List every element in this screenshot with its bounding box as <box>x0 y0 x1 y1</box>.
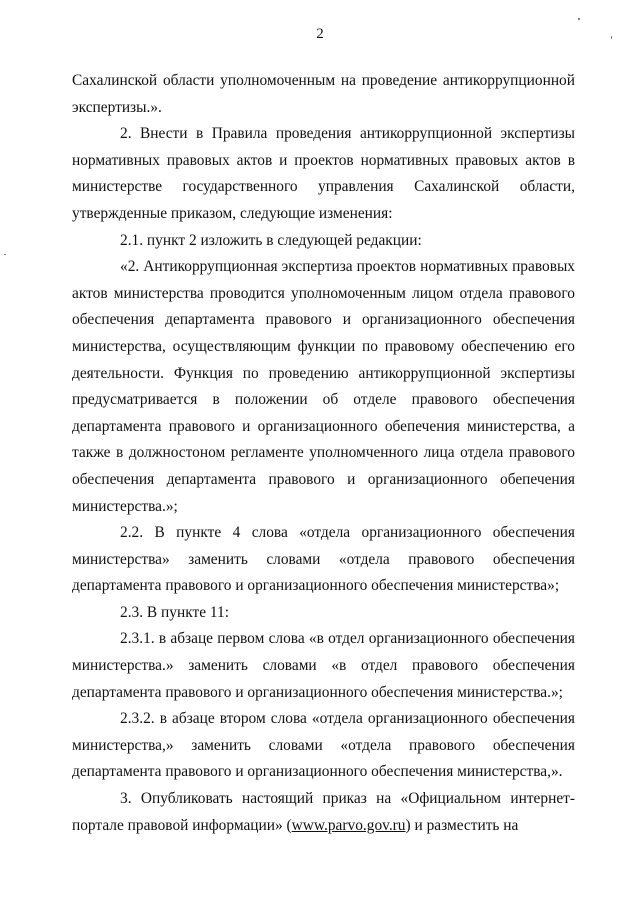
scan-speck <box>4 254 6 255</box>
paragraph-item-3-text: 3. Опубликовать настоящий приказ на «Официальном интернет-портале правовой информации» ( <box>72 790 575 834</box>
portal-link[interactable]: www.parvo.gov.ru <box>291 816 406 834</box>
document-body <box>72 68 575 839</box>
paragraph-continuation: Сахалинской области уполномоченным на проведение антикоррупционной экспертизы.». <box>72 72 575 116</box>
paragraph-quoted-rule: «2. Антикоррупционная экспертиза проектов нормативных правовых актов министерства проводится уполномоченным лицом отдела правового обеспечения департамента правового и организационного обеспечения министерства, осуществляющим функции по правовому обеспечению его деятельности. Функция по проведению антикоррупционной экспертизы предусматривается в положении об отделе правового обеспечения департамента правового и организационного обепечения министерства, а также в должностоном регламенте уполномченного лица отдела правового обеспечения департамента правового и организационного обепечения министерства.»; <box>72 258 575 515</box>
paragraph-item-2-2: 2.2. В пункте 4 слова «отдела организационного обеспечения министерства» заменить словами «отдела правового обеспечения департамента правового и организационного обеспечения министерства»; <box>72 524 575 595</box>
paragraph-item-2-1: 2.1. пункт 2 изложить в следующей редакции: <box>120 231 422 249</box>
paragraph-item-2: 2. Внести в Правила проведения антикоррупционной экспертизы нормативных правовых актов и проектов нормативных правовых актов в министерстве государственного управления Сахалинской области, утвержденные приказом, следующие изменения: <box>72 125 575 222</box>
scan-speck <box>611 36 612 39</box>
page-number: 2 <box>316 26 324 42</box>
paragraph-item-2-3: 2.3. В пункте 11: <box>120 603 229 621</box>
paragraph-item-3 <box>72 786 575 839</box>
paragraph-item-2-3-2: 2.3.2. в абзаце втором слова «отдела организационного обеспечения министерства,» заменить словами «отдела правового обеспечения департамента правового и организационного обеспечения министерства,». <box>72 710 575 781</box>
paragraph-item-3-tail: ) и разместить на <box>405 816 519 834</box>
paragraph-item-2-3-1: 2.3.1. в абзаце первом слова «в отдел организационного обеспечения министерства.» заменить словами «в отдел правового обеспечения департамента правового и организационного обеспечения министерства.»; <box>72 630 575 701</box>
scan-speck <box>578 18 580 20</box>
